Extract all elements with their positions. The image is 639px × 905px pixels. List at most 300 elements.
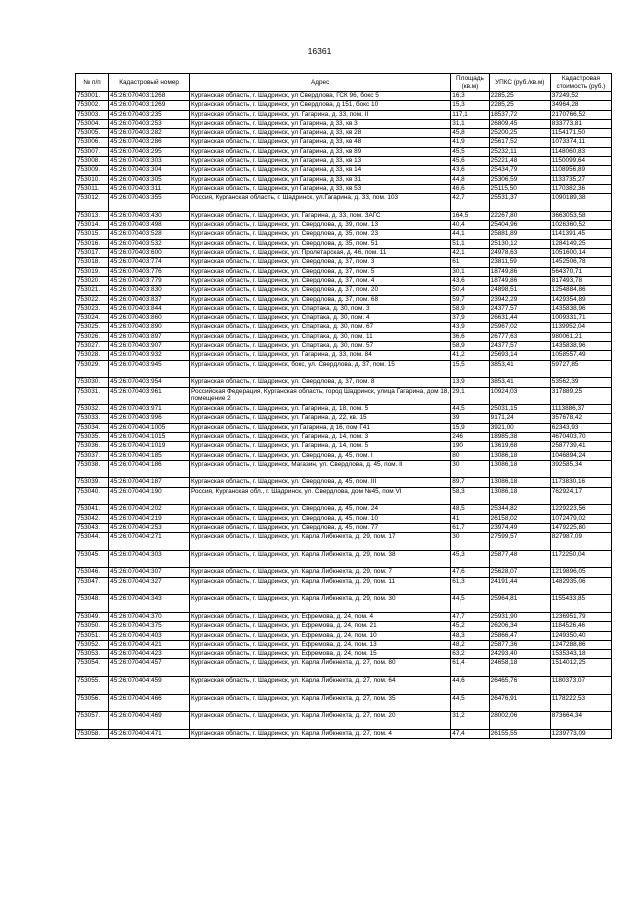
cadastral-number-cell: 45:26:070403:1268 bbox=[109, 92, 190, 101]
area-cell: 43,6 bbox=[451, 166, 489, 175]
row-number-cell: 753005. bbox=[76, 129, 109, 138]
table-row bbox=[76, 314, 612, 323]
upks-cell: 25877,48 bbox=[489, 550, 550, 568]
cadastral-number-cell: 45:26:070404:219 bbox=[109, 514, 190, 523]
upks-cell: 25967,02 bbox=[489, 323, 550, 332]
cadastral-value-cell: 4670403,70 bbox=[550, 432, 611, 441]
address-cell: Курганская область, г. Шадринск, ул. Гагарина, д. 33, пом. II bbox=[190, 110, 451, 119]
address-cell: Курганская область, г. Шадринск, ул. Ефремова, д. 24, пом. 10 bbox=[190, 631, 451, 640]
upks-cell: 13086,18 bbox=[489, 487, 550, 505]
cadastral-number-cell: 45:26:070404:471 bbox=[109, 729, 190, 738]
upks-cell: 24898,51 bbox=[489, 286, 550, 295]
table-row bbox=[76, 166, 612, 175]
row-number-cell: 753041. bbox=[76, 505, 109, 514]
table-row bbox=[76, 577, 612, 595]
upks-cell: 25115,50 bbox=[489, 184, 550, 193]
cadastral-value-cell: 1072479,02 bbox=[550, 514, 611, 523]
cadastral-value-cell: 53562,39 bbox=[550, 378, 611, 387]
row-number-cell: 753034. bbox=[76, 423, 109, 432]
cadastral-number-cell: 45:26:070403:303 bbox=[109, 157, 190, 166]
table-row bbox=[76, 729, 612, 738]
address-cell: Курганская область, г. Шадринск, ул. Спартака, д. 30, пом. 11 bbox=[190, 332, 451, 341]
header-cadastral-number: Кадастровый номер bbox=[109, 74, 190, 92]
address-cell: Курганская область, г. Шадринск, ул. Свердлова, д. 37, пом. 5 bbox=[190, 267, 451, 276]
cadastral-number-cell: 45:26:070403:286 bbox=[109, 138, 190, 147]
table-row bbox=[76, 405, 612, 414]
cadastral-number-cell: 45:26:070403:498 bbox=[109, 221, 190, 230]
row-number-cell: 753033. bbox=[76, 414, 109, 423]
upks-cell: 9171,24 bbox=[489, 414, 550, 423]
address-cell: Курганская область, г. Шадринск, Магазин, ул. Свердлова, д. 45, пом. II bbox=[190, 460, 451, 478]
table-row bbox=[76, 92, 612, 101]
row-number-cell: 753020. bbox=[76, 276, 109, 285]
upks-cell: 25866,47 bbox=[489, 631, 550, 640]
upks-cell: 25693,14 bbox=[489, 351, 550, 360]
upks-cell: 26631,44 bbox=[489, 314, 550, 323]
cadastral-number-cell: 45:26:070404:1015 bbox=[109, 432, 190, 441]
address-cell: Курганская область, г. Шадринск, ул. Свердлова, д. 45, пом. III bbox=[190, 478, 451, 487]
address-cell: Курганская область, г. Шадринск, ул Свердлова, ГСК 96, бокс 5 bbox=[190, 92, 451, 101]
upks-cell: 13086,18 bbox=[489, 478, 550, 487]
table-row bbox=[76, 276, 612, 285]
address-cell: Курганская область, г. Шадринск, ул Гагарина, д 33, кв 31 bbox=[190, 175, 451, 184]
upks-cell: 2285,25 bbox=[489, 101, 550, 110]
table-row bbox=[76, 460, 612, 478]
row-number-cell: 753032. bbox=[76, 405, 109, 414]
area-cell: 42,1 bbox=[451, 249, 489, 258]
table-row bbox=[76, 258, 612, 267]
cadastral-number-cell: 45:26:070404:253 bbox=[109, 523, 190, 532]
cadastral-number-cell: 45:26:070403:961 bbox=[109, 387, 190, 405]
upks-cell: 13086,18 bbox=[489, 451, 550, 460]
row-number-cell: 753029. bbox=[76, 360, 109, 378]
table-row bbox=[76, 550, 612, 568]
upks-cell: 25628,07 bbox=[489, 568, 550, 577]
cadastral-value-cell: 1514012,25 bbox=[550, 659, 611, 677]
table-row bbox=[76, 451, 612, 460]
address-cell: Курганская область, г. Шадринск, ул. Гагарина, д. 14, пом. 5 bbox=[190, 442, 451, 451]
upks-cell: 25931,90 bbox=[489, 612, 550, 621]
address-cell: Курганская область, г. Шадринск, ул. Карла Либкнехта, д. 29, пом. 30 bbox=[190, 595, 451, 613]
area-cell: 45,8 bbox=[451, 129, 489, 138]
row-number-cell: 753056. bbox=[76, 694, 109, 712]
table-row bbox=[76, 175, 612, 184]
upks-cell: 25877,36 bbox=[489, 640, 550, 649]
cadastral-number-cell: 45:26:070403:295 bbox=[109, 147, 190, 156]
row-number-cell: 753053. bbox=[76, 650, 109, 659]
cadastral-value-cell: 564370,71 bbox=[550, 267, 611, 276]
address-cell: Курганская область, г. Шадринск, ул Гагарина, д 33, кв 3 bbox=[190, 119, 451, 128]
row-number-cell: 753011. bbox=[76, 184, 109, 193]
address-cell: Курганская область, г. Шадринск, ул Гагарина, д 33, кв 13 bbox=[190, 157, 451, 166]
row-number-cell: 753026. bbox=[76, 332, 109, 341]
upks-cell: 26465,76 bbox=[489, 677, 550, 695]
cadastral-number-cell: 45:26:070403:235 bbox=[109, 110, 190, 119]
table-header-row bbox=[76, 74, 612, 92]
upks-cell: 24658,18 bbox=[489, 659, 550, 677]
address-cell: Курганская область, г. Шадринск, ул Гагарина, д 33, кв 48 bbox=[190, 138, 451, 147]
cadastral-number-cell: 45:26:070404:421 bbox=[109, 640, 190, 649]
cadastral-value-cell: 62343,93 bbox=[550, 423, 611, 432]
row-number-cell: 753014. bbox=[76, 221, 109, 230]
row-number-cell: 753052. bbox=[76, 640, 109, 649]
table-row bbox=[76, 423, 612, 432]
table-row bbox=[76, 138, 612, 147]
row-number-cell: 753048. bbox=[76, 595, 109, 613]
cadastral-value-cell: 1479225,80 bbox=[550, 523, 611, 532]
cadastral-number-cell: 45:26:070404:469 bbox=[109, 712, 190, 730]
upks-cell: 25130,12 bbox=[489, 239, 550, 248]
table-row bbox=[76, 568, 612, 577]
cadastral-value-cell: 1178222,53 bbox=[550, 694, 611, 712]
area-cell: 16,3 bbox=[451, 92, 489, 101]
row-number-cell: 753050. bbox=[76, 622, 109, 631]
cadastral-number-cell: 45:26:070403:830 bbox=[109, 286, 190, 295]
page-number: 16361 bbox=[307, 46, 332, 56]
area-cell: 30 bbox=[451, 533, 489, 551]
area-cell: 45,6 bbox=[451, 157, 489, 166]
cadastral-value-cell: 1113886,37 bbox=[550, 405, 611, 414]
cadastral-value-table bbox=[75, 73, 612, 739]
cadastral-value-cell: 1170382,36 bbox=[550, 184, 611, 193]
cadastral-value-cell: 1482935,06 bbox=[550, 577, 611, 595]
upks-cell: 2285,25 bbox=[489, 92, 550, 101]
area-cell: 89,7 bbox=[451, 478, 489, 487]
area-cell: 48,5 bbox=[451, 505, 489, 514]
upks-cell: 22267,80 bbox=[489, 211, 550, 220]
table-row bbox=[76, 478, 612, 487]
cadastral-number-cell: 45:26:070403:945 bbox=[109, 360, 190, 378]
row-number-cell: 753025. bbox=[76, 323, 109, 332]
row-number-cell: 753037. bbox=[76, 451, 109, 460]
row-number-cell: 753024. bbox=[76, 314, 109, 323]
table-row bbox=[76, 230, 612, 239]
cadastral-number-cell: 45:26:070403:971 bbox=[109, 405, 190, 414]
upks-cell: 24978,63 bbox=[489, 249, 550, 258]
cadastral-number-cell: 45:26:070404:1019 bbox=[109, 442, 190, 451]
address-cell: Курганская область, г. Шадринск, ул. Карла Либкнехта, д. 29, пом. 17 bbox=[190, 533, 451, 551]
cadastral-value-cell: 37249,52 bbox=[550, 92, 611, 101]
cadastral-number-cell: 45:26:070404:459 bbox=[109, 677, 190, 695]
cadastral-number-cell: 45:26:070403:253 bbox=[109, 119, 190, 128]
upks-cell: 26476,91 bbox=[489, 694, 550, 712]
cadastral-value-cell: 827987,09 bbox=[550, 533, 611, 551]
cadastral-number-cell: 45:26:070404:1005 bbox=[109, 423, 190, 432]
table-row bbox=[76, 286, 612, 295]
cadastral-number-cell: 45:26:070403:954 bbox=[109, 378, 190, 387]
cadastral-value-cell: 1535343,18 bbox=[550, 650, 611, 659]
row-number-cell: 753042. bbox=[76, 514, 109, 523]
cadastral-value-cell: 1239773,09 bbox=[550, 729, 611, 738]
table-row bbox=[76, 514, 612, 523]
cadastral-value-cell: 1236951,79 bbox=[550, 612, 611, 621]
cadastral-value-cell: 980061,21 bbox=[550, 332, 611, 341]
area-cell: 44,5 bbox=[451, 694, 489, 712]
address-cell: Курганская область, г. Шадринск, ул. Карла Либкнехта, д. 27, пом. 20 bbox=[190, 712, 451, 730]
address-cell: Курганская область, г. Шадринск, ул. Спартака, д. 30, пом. 57 bbox=[190, 342, 451, 351]
address-cell: Курганская область, г. Шадринск, ул. Ефремова, д. 24, пом. 4 bbox=[190, 612, 451, 621]
area-cell: 44,1 bbox=[451, 230, 489, 239]
table-row bbox=[76, 659, 612, 677]
table-row bbox=[76, 442, 612, 451]
cadastral-number-cell: 45:26:070403:860 bbox=[109, 314, 190, 323]
upks-cell: 23974,49 bbox=[489, 523, 550, 532]
area-cell: 80 bbox=[451, 451, 489, 460]
cadastral-value-cell: 1150099,64 bbox=[550, 157, 611, 166]
address-cell: Курганская область, г. Шадринск, ул. Свердлова, д. 45, пом. 24 bbox=[190, 505, 451, 514]
upks-cell: 25881,89 bbox=[489, 230, 550, 239]
area-cell: 15,5 bbox=[451, 360, 489, 378]
cadastral-value-cell: 1435838,96 bbox=[550, 304, 611, 313]
address-cell: Российская Федерация, Курганская область, город Шадринск, улица Гагарина, дом 18, помещение 2 bbox=[190, 387, 451, 405]
cadastral-value-cell: 833773,81 bbox=[550, 119, 611, 128]
area-cell: 36,6 bbox=[451, 332, 489, 341]
header-cadastral-value: Кадастровая стоимость (руб.) bbox=[550, 74, 611, 92]
area-cell: 246 bbox=[451, 432, 489, 441]
area-cell: 41,9 bbox=[451, 138, 489, 147]
address-cell: Курганская область, г. Шадринск, ул. Свердлова, д. 45, пом. 10 bbox=[190, 514, 451, 523]
area-cell: 37,9 bbox=[451, 314, 489, 323]
cadastral-value-cell: 59727,85 bbox=[550, 360, 611, 378]
area-cell: 117,1 bbox=[451, 110, 489, 119]
area-cell: 48,2 bbox=[451, 640, 489, 649]
address-cell: Курганская область, г. Шадринск, ул. Свердлова, д. 37, пом. 8 bbox=[190, 378, 451, 387]
row-number-cell: 753009. bbox=[76, 166, 109, 175]
row-number-cell: 753047. bbox=[76, 577, 109, 595]
area-cell: 42,7 bbox=[451, 194, 489, 212]
cadastral-value-cell: 873664,34 bbox=[550, 712, 611, 730]
row-number-cell: 753031. bbox=[76, 387, 109, 405]
area-cell: 45,5 bbox=[451, 147, 489, 156]
area-cell: 47,7 bbox=[451, 612, 489, 621]
area-cell: 164,5 bbox=[451, 211, 489, 220]
table-row bbox=[76, 157, 612, 166]
area-cell: 13,9 bbox=[451, 378, 489, 387]
area-cell: 44,5 bbox=[451, 405, 489, 414]
table-row bbox=[76, 533, 612, 551]
upks-cell: 26206,34 bbox=[489, 622, 550, 631]
upks-cell: 26809,45 bbox=[489, 119, 550, 128]
cadastral-value-cell: 1155433,85 bbox=[550, 595, 611, 613]
upks-cell: 10924,03 bbox=[489, 387, 550, 405]
cadastral-value-cell: 1173830,16 bbox=[550, 478, 611, 487]
address-cell: Россия, Курганская обл., г. Шадринск, ул. Свердлова, дом №45, пом VI bbox=[190, 487, 451, 505]
header-address: Адрес bbox=[190, 74, 451, 92]
table-row bbox=[76, 694, 612, 712]
cadastral-value-cell: 1090189,38 bbox=[550, 194, 611, 212]
row-number-cell: 753018. bbox=[76, 258, 109, 267]
upks-cell: 25232,11 bbox=[489, 147, 550, 156]
cadastral-number-cell: 45:26:070403:600 bbox=[109, 249, 190, 258]
area-cell: 46,6 bbox=[451, 184, 489, 193]
address-cell: Курганская область, г. Шадринск, ул. Карла Либкнехта, д. 27, пом. 4 bbox=[190, 729, 451, 738]
cadastral-number-cell: 45:26:070404:466 bbox=[109, 694, 190, 712]
address-cell: Курганская область, г. Шадринск, ул. Пролетарская, д. 46, пом. 11 bbox=[190, 249, 451, 258]
table-row bbox=[76, 110, 612, 119]
table-row bbox=[76, 221, 612, 230]
upks-cell: 25031,15 bbox=[489, 405, 550, 414]
row-number-cell: 753036. bbox=[76, 442, 109, 451]
row-number-cell: 753007. bbox=[76, 147, 109, 156]
table-row bbox=[76, 612, 612, 621]
upks-cell: 3853,41 bbox=[489, 378, 550, 387]
area-cell: 41 bbox=[451, 514, 489, 523]
cadastral-value-cell: 1139952,04 bbox=[550, 323, 611, 332]
upks-cell: 13086,18 bbox=[489, 460, 550, 478]
address-cell: Курганская область, г. Шадринск, бокс, ул. Свердлова, д. 37, пом. 15 bbox=[190, 360, 451, 378]
row-number-cell: 753023. bbox=[76, 304, 109, 313]
address-cell: Курганская область, г. Шадринск, ул. Карла Либкнехта, д. 27, пом. 35 bbox=[190, 694, 451, 712]
row-number-cell: 753006. bbox=[76, 138, 109, 147]
row-number-cell: 753013. bbox=[76, 211, 109, 220]
upks-cell: 18537,72 bbox=[489, 110, 550, 119]
row-number-cell: 753045. bbox=[76, 550, 109, 568]
area-cell: 44,5 bbox=[451, 595, 489, 613]
cadastral-number-cell: 45:26:070403:897 bbox=[109, 332, 190, 341]
area-cell: 15,3 bbox=[451, 101, 489, 110]
row-number-cell: 753012. bbox=[76, 194, 109, 212]
cadastral-value-cell: 1009331,71 bbox=[550, 314, 611, 323]
row-number-cell: 753057. bbox=[76, 712, 109, 730]
header-upks: УПКС (руб./кв.м) bbox=[489, 74, 550, 92]
cadastral-number-cell: 45:26:070404:423 bbox=[109, 650, 190, 659]
table-row bbox=[76, 249, 612, 258]
cadastral-number-cell: 45:26:070403:774 bbox=[109, 258, 190, 267]
address-cell: Курганская область, г. Шадринск, ул Гагарина, д 33, кв 14 bbox=[190, 166, 451, 175]
cadastral-number-cell: 45:26:070403:528 bbox=[109, 230, 190, 239]
row-number-cell: 753021. bbox=[76, 286, 109, 295]
cadastral-number-cell: 45:26:070403:779 bbox=[109, 276, 190, 285]
row-number-cell: 753003. bbox=[76, 110, 109, 119]
cadastral-value-cell: 1247288,86 bbox=[550, 640, 611, 649]
cadastral-value-cell: 1184526,46 bbox=[550, 622, 611, 631]
cadastral-number-cell: 45:26:070404:343 bbox=[109, 595, 190, 613]
area-cell: 47,4 bbox=[451, 729, 489, 738]
table-row bbox=[76, 332, 612, 341]
table-row bbox=[76, 360, 612, 378]
row-number-cell: 753002. bbox=[76, 101, 109, 110]
table-row bbox=[76, 304, 612, 313]
table-row bbox=[76, 712, 612, 730]
row-number-cell: 753055. bbox=[76, 677, 109, 695]
cadastral-number-cell: 45:26:070404:186 bbox=[109, 460, 190, 478]
upks-cell: 25617,52 bbox=[489, 138, 550, 147]
table-row bbox=[76, 505, 612, 514]
area-cell: 44,8 bbox=[451, 175, 489, 184]
upks-cell: 24377,57 bbox=[489, 304, 550, 313]
cadastral-number-cell: 45:26:070403:907 bbox=[109, 342, 190, 351]
address-cell: Курганская область, г. Шадринск, ул. Карла Либкнехта, д. 27, пом. 80 bbox=[190, 659, 451, 677]
cadastral-number-cell: 45:26:070403:890 bbox=[109, 323, 190, 332]
address-cell: Курганская область, г. Шадринск, ул. Свердлова, д. 35, пом. 23 bbox=[190, 230, 451, 239]
area-cell: 44,6 bbox=[451, 677, 489, 695]
cadastral-number-cell: 45:26:070403:844 bbox=[109, 304, 190, 313]
cadastral-number-cell: 45:26:070404:375 bbox=[109, 622, 190, 631]
address-cell: Курганская область, г. Шадринск, ул Гагарина, д 33, кв 89 bbox=[190, 147, 451, 156]
address-cell: Курганская область, г. Шадринск, ул. Карла Либкнехта, д. 29, пом. 7 bbox=[190, 568, 451, 577]
table-row bbox=[76, 631, 612, 640]
upks-cell: 28002,06 bbox=[489, 712, 550, 730]
cadastral-value-cell: 1180373,07 bbox=[550, 677, 611, 695]
upks-cell: 24377,57 bbox=[489, 342, 550, 351]
cadastral-value-cell: 2587739,41 bbox=[550, 442, 611, 451]
address-cell: Курганская область, г. Шадринск, ул. Ефремова, д. 24, пом. 21 bbox=[190, 622, 451, 631]
cadastral-value-cell: 1284149,25 bbox=[550, 239, 611, 248]
upks-cell: 23811,59 bbox=[489, 258, 550, 267]
area-cell: 29,1 bbox=[451, 387, 489, 405]
address-cell: Курганская область, г. Шадринск, ул. Ефремова, д. 24, пом. 13 bbox=[190, 640, 451, 649]
area-cell: 190 bbox=[451, 442, 489, 451]
upks-cell: 13619,68 bbox=[489, 442, 550, 451]
upks-cell: 18985,38 bbox=[489, 432, 550, 441]
area-cell: 58,3 bbox=[451, 487, 489, 505]
cadastral-number-cell: 45:26:070404:185 bbox=[109, 451, 190, 460]
table-row bbox=[76, 342, 612, 351]
table-row bbox=[76, 351, 612, 360]
cadastral-number-cell: 45:26:070404:370 bbox=[109, 612, 190, 621]
table-row bbox=[76, 184, 612, 193]
address-cell: Курганская область, г. Шадринск, ул. Гагарина, д. 18, пом. 5 bbox=[190, 405, 451, 414]
cadastral-value-cell: 1154171,50 bbox=[550, 129, 611, 138]
upks-cell: 25200,25 bbox=[489, 129, 550, 138]
area-cell: 45,2 bbox=[451, 622, 489, 631]
address-cell: Россия, Курганская область, г. Шадринск, ул.Гагарина, д. 33, пом. 103 bbox=[190, 194, 451, 212]
header-row-number: № п/п bbox=[76, 74, 109, 92]
row-number-cell: 753010. bbox=[76, 175, 109, 184]
cadastral-value-cell: 1249350,40 bbox=[550, 631, 611, 640]
table-row bbox=[76, 432, 612, 441]
upks-cell: 25964,81 bbox=[489, 595, 550, 613]
table-row bbox=[76, 650, 612, 659]
area-cell: 39 bbox=[451, 414, 489, 423]
row-number-cell: 753019. bbox=[76, 267, 109, 276]
upks-cell: 27599,57 bbox=[489, 533, 550, 551]
cadastral-number-cell: 45:26:070403:304 bbox=[109, 166, 190, 175]
table-row bbox=[76, 239, 612, 248]
cadastral-value-cell: 1148060,83 bbox=[550, 147, 611, 156]
address-cell: Курганская область, г. Шадринск, ул. Гагарина, д. 33, пом. 84 bbox=[190, 351, 451, 360]
table-row bbox=[76, 677, 612, 695]
area-cell: 31,2 bbox=[451, 712, 489, 730]
row-number-cell: 753043. bbox=[76, 523, 109, 532]
cadastral-value-cell: 317889,25 bbox=[550, 387, 611, 405]
cadastral-value-cell: 2170766,52 bbox=[550, 110, 611, 119]
cadastral-number-cell: 45:26:070404:187 bbox=[109, 478, 190, 487]
cadastral-number-cell: 45:26:070403:1269 bbox=[109, 101, 190, 110]
cadastral-value-cell: 357678,42 bbox=[550, 414, 611, 423]
address-cell: Курганская область, г. Шадринск, ул. Свердлова, д. 39, пом. 13 bbox=[190, 221, 451, 230]
upks-cell: 25221,48 bbox=[489, 157, 550, 166]
cadastral-number-cell: 45:26:070404:307 bbox=[109, 568, 190, 577]
upks-cell: 18749,86 bbox=[489, 276, 550, 285]
area-cell: 40,4 bbox=[451, 221, 489, 230]
cadastral-number-cell: 45:26:070404:457 bbox=[109, 659, 190, 677]
cadastral-value-cell: 1141391,45 bbox=[550, 230, 611, 239]
row-number-cell: 753046. bbox=[76, 568, 109, 577]
cadastral-number-cell: 45:26:070403:355 bbox=[109, 194, 190, 212]
address-cell: Курганская область, г. Шадринск, ул. Спартака, д. 30, пом. 3 bbox=[190, 304, 451, 313]
address-cell: Курганская область, г. Шадринск, ул. Спартака, д. 30, пом. 67 bbox=[190, 323, 451, 332]
row-number-cell: 753017. bbox=[76, 249, 109, 258]
row-number-cell: 753058. bbox=[76, 729, 109, 738]
address-cell: Курганская область, г. Шадринск, ул Гагарина, д 16, пом Г41 bbox=[190, 423, 451, 432]
address-cell: Курганская область, г. Шадринск, ул. Свердлова, д. 37, пом. 3 bbox=[190, 258, 451, 267]
cadastral-number-cell: 45:26:070403:932 bbox=[109, 351, 190, 360]
table-row bbox=[76, 101, 612, 110]
row-number-cell: 753004. bbox=[76, 119, 109, 128]
area-cell: 48,3 bbox=[451, 631, 489, 640]
row-number-cell: 753028. bbox=[76, 351, 109, 360]
